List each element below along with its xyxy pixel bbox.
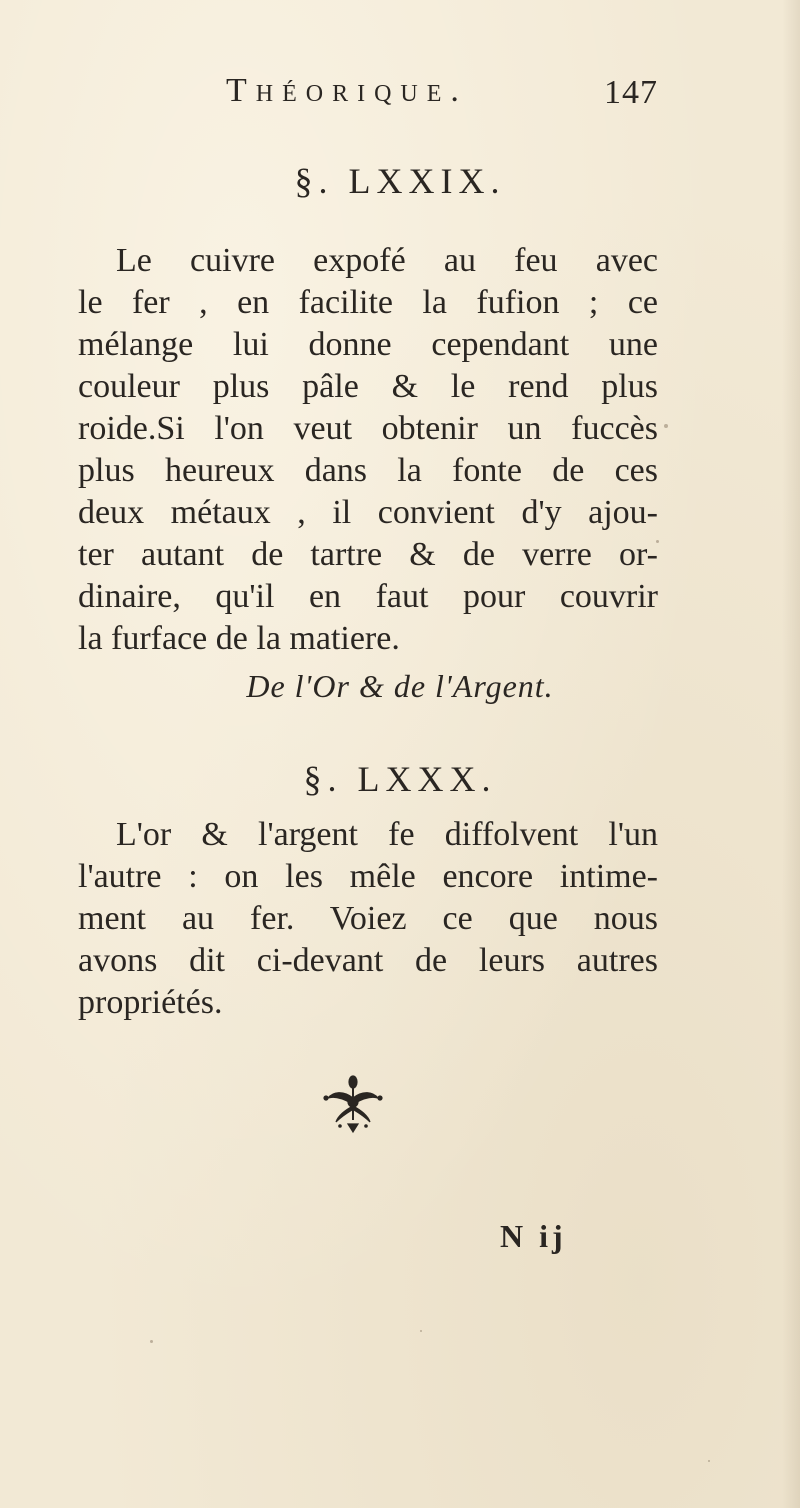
text-line: Le cuivre expofé au feu avec <box>116 242 658 279</box>
signature-mark: N ij <box>500 1218 567 1254</box>
section-number-80: §. LXXX. <box>303 759 497 799</box>
paragraph-copper-iron <box>78 240 658 660</box>
text-line: couleur plus pâle & le rend plus <box>78 368 658 405</box>
text-line: la furface de la matiere. <box>78 620 400 657</box>
text-line: ment au fer. Voiez ce que nous <box>78 900 658 937</box>
running-head <box>226 72 666 122</box>
text-line: deux métaux , il convient d'y ajou- <box>78 494 658 531</box>
running-title: Théorique. <box>226 72 468 109</box>
fleuron-icon <box>318 1068 388 1138</box>
text-line: propriétés. <box>78 984 223 1021</box>
paragraph-gold-silver <box>78 814 658 1024</box>
text-line: roide.Si l'on veut obtenir un fuccès <box>78 410 658 447</box>
text-line: dinaire, qu'il en faut pour couvrir <box>78 578 658 615</box>
page-edge-shadow <box>782 0 800 1508</box>
page-number: 147 <box>604 74 658 111</box>
text-line: plus heureux dans la fonte de ces <box>78 452 658 489</box>
section-number-79: §. LXXIX. <box>294 161 506 201</box>
text-line: l'autre : on les mêle encore intime- <box>78 858 658 895</box>
text-line: ter autant de tartre & de verre or- <box>78 536 658 573</box>
text-line: mélange lui donne cependant une <box>78 326 658 363</box>
text-line: L'or & l'argent fe diffolvent l'un <box>116 816 658 853</box>
section-subheading: De l'Or & de l'Argent. <box>246 668 554 704</box>
text-line: avons dit ci-devant de leurs autres <box>78 942 658 979</box>
text-line: le fer , en facilite la fufion ; ce <box>78 284 658 321</box>
